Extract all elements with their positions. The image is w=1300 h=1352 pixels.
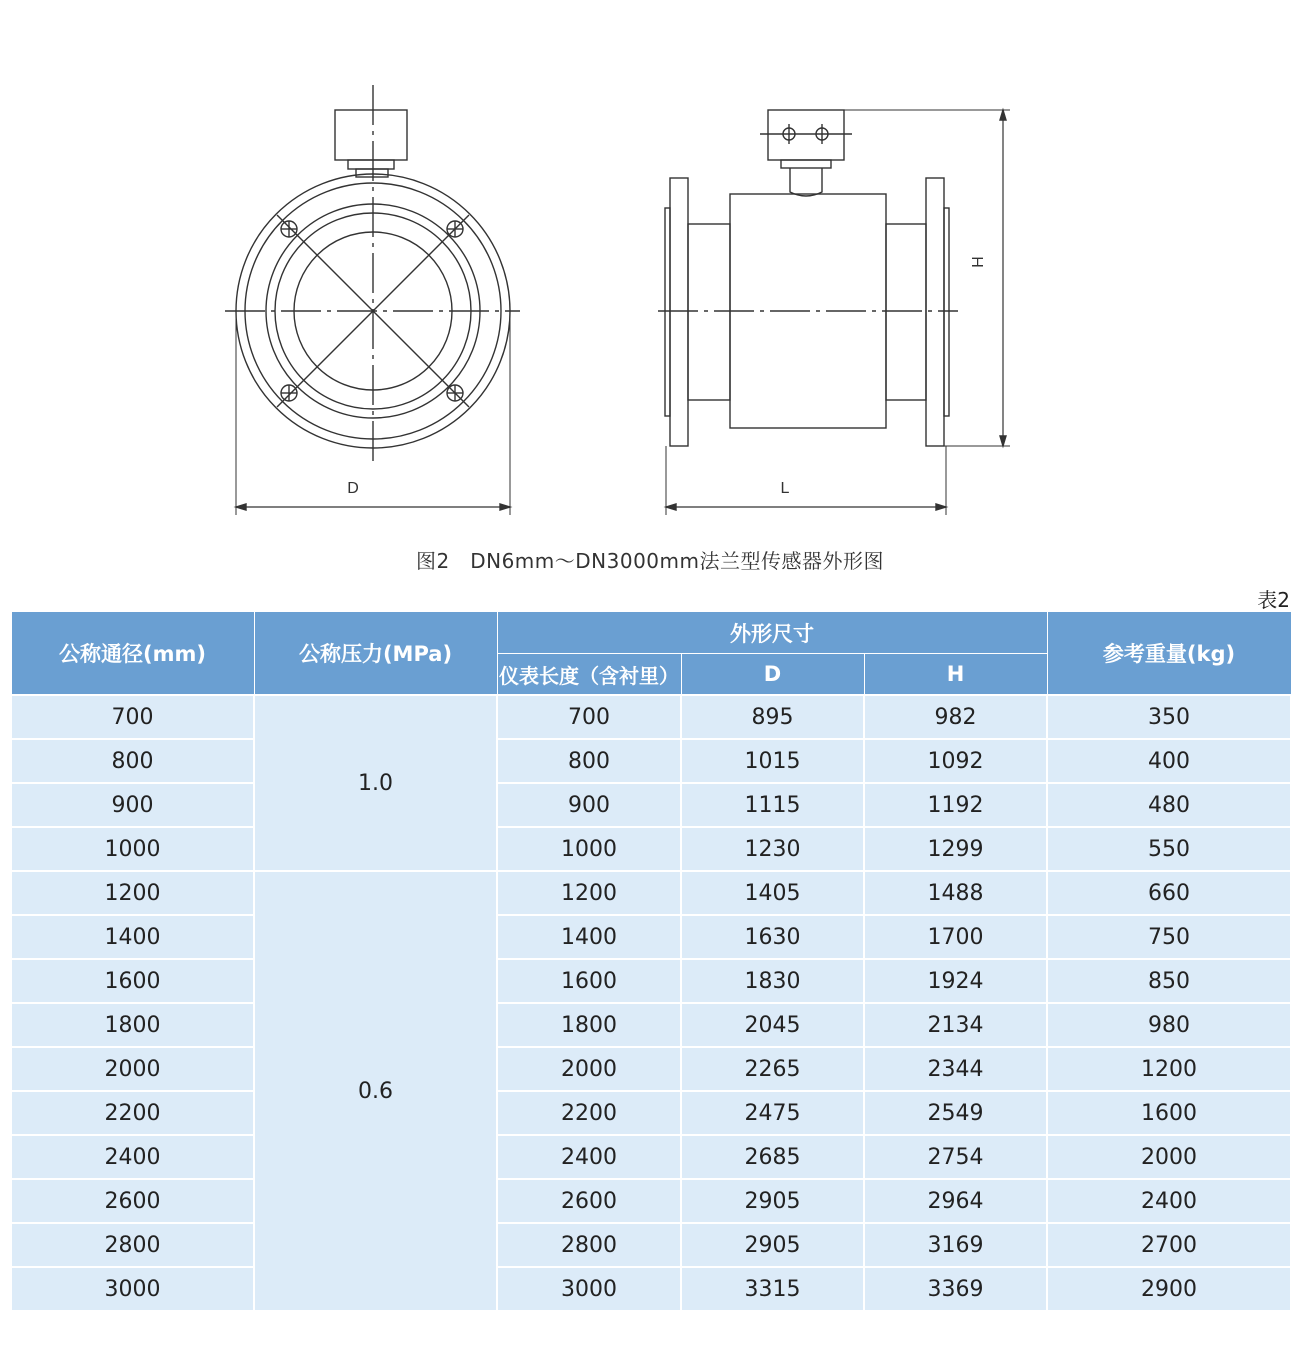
header-d: D xyxy=(681,654,864,696)
cell-reference-weight: 660 xyxy=(1047,871,1291,915)
table-row xyxy=(11,827,1291,871)
cell-h: 2134 xyxy=(864,1003,1047,1047)
cell-d: 2905 xyxy=(681,1179,864,1223)
cell-d: 895 xyxy=(681,695,864,739)
cell-nominal-diameter: 1800 xyxy=(11,1003,254,1047)
cell-nominal-diameter: 2800 xyxy=(11,1223,254,1267)
cell-reference-weight: 2900 xyxy=(1047,1267,1291,1311)
cell-d: 1830 xyxy=(681,959,864,1003)
cell-nominal-diameter: 1200 xyxy=(11,871,254,915)
dimension-label-l: L xyxy=(780,480,790,497)
cell-instrument-length: 2600 xyxy=(497,1179,681,1223)
cell-d: 1015 xyxy=(681,739,864,783)
cell-reference-weight: 750 xyxy=(1047,915,1291,959)
table-row xyxy=(11,1003,1291,1047)
cell-h: 982 xyxy=(864,695,1047,739)
cell-h: 2754 xyxy=(864,1135,1047,1179)
cell-instrument-length: 3000 xyxy=(497,1267,681,1311)
cell-nominal-diameter: 1600 xyxy=(11,959,254,1003)
cell-h: 1924 xyxy=(864,959,1047,1003)
cell-h: 3369 xyxy=(864,1267,1047,1311)
cell-reference-weight: 350 xyxy=(1047,695,1291,739)
cell-d: 1630 xyxy=(681,915,864,959)
cell-h: 2964 xyxy=(864,1179,1047,1223)
cell-instrument-length: 2400 xyxy=(497,1135,681,1179)
cell-instrument-length: 1000 xyxy=(497,827,681,871)
cell-h: 3169 xyxy=(864,1223,1047,1267)
cell-h: 1092 xyxy=(864,739,1047,783)
front-view xyxy=(225,85,520,515)
cell-h: 2344 xyxy=(864,1047,1047,1091)
table-row xyxy=(11,1047,1291,1091)
cell-h: 1700 xyxy=(864,915,1047,959)
cell-nominal-diameter: 3000 xyxy=(11,1267,254,1311)
cell-nominal-diameter: 2600 xyxy=(11,1179,254,1223)
flange-sensor-outline-drawing xyxy=(0,0,1300,540)
cell-reference-weight: 2400 xyxy=(1047,1179,1291,1223)
dimension-label-h: H xyxy=(968,256,985,268)
table-row xyxy=(11,783,1291,827)
cell-d: 2045 xyxy=(681,1003,864,1047)
cell-d: 3315 xyxy=(681,1267,864,1311)
table-row xyxy=(11,1135,1291,1179)
table-tag: 表2 xyxy=(1257,588,1290,612)
header-nominal-pressure: 公称压力(MPa) xyxy=(254,612,497,696)
cell-d: 2475 xyxy=(681,1091,864,1135)
table-row xyxy=(11,1179,1291,1223)
side-view xyxy=(658,110,1010,515)
table-body xyxy=(11,695,1291,1311)
cell-reference-weight: 2000 xyxy=(1047,1135,1291,1179)
cell-instrument-length: 2200 xyxy=(497,1091,681,1135)
cell-d: 1115 xyxy=(681,783,864,827)
cell-nominal-diameter: 2200 xyxy=(11,1091,254,1135)
cell-d: 1230 xyxy=(681,827,864,871)
cell-reference-weight: 400 xyxy=(1047,739,1291,783)
header-reference-weight: 参考重量(kg) xyxy=(1047,612,1291,696)
cell-nominal-diameter: 700 xyxy=(11,695,254,739)
cell-nominal-diameter: 1400 xyxy=(11,915,254,959)
table-row xyxy=(11,1091,1291,1135)
cell-h: 1488 xyxy=(864,871,1047,915)
table-row xyxy=(11,1267,1291,1311)
cell-instrument-length: 800 xyxy=(497,739,681,783)
table-row xyxy=(11,1223,1291,1267)
figure-caption: 图2 DN6mm～DN3000mm法兰型传感器外形图 xyxy=(416,549,884,573)
cell-instrument-length: 1600 xyxy=(497,959,681,1003)
cell-nominal-diameter: 800 xyxy=(11,739,254,783)
cell-instrument-length: 1800 xyxy=(497,1003,681,1047)
cell-reference-weight: 1600 xyxy=(1047,1091,1291,1135)
cell-instrument-length: 900 xyxy=(497,783,681,827)
cell-reference-weight: 480 xyxy=(1047,783,1291,827)
cell-nominal-diameter: 900 xyxy=(11,783,254,827)
header-outline-dimensions: 外形尺寸 xyxy=(497,612,1047,654)
cell-reference-weight: 850 xyxy=(1047,959,1291,1003)
table-row xyxy=(11,959,1291,1003)
header-nominal-diameter: 公称通径(mm) xyxy=(11,612,254,696)
cell-instrument-length: 1400 xyxy=(497,915,681,959)
cell-d: 2905 xyxy=(681,1223,864,1267)
cell-reference-weight: 550 xyxy=(1047,827,1291,871)
table-row xyxy=(11,915,1291,959)
cell-instrument-length: 2800 xyxy=(497,1223,681,1267)
cell-nominal-diameter: 2000 xyxy=(11,1047,254,1091)
table-row xyxy=(11,695,1291,739)
dimension-label-d: D xyxy=(347,480,359,497)
cell-nominal-pressure: 0.6 xyxy=(254,871,497,1311)
cell-instrument-length: 1200 xyxy=(497,871,681,915)
table-row xyxy=(11,871,1291,915)
header-instrument-length: 仪表长度（含衬里） xyxy=(497,654,681,696)
specification-table xyxy=(10,611,1292,1312)
cell-nominal-pressure: 1.0 xyxy=(254,695,497,871)
cell-nominal-diameter: 2400 xyxy=(11,1135,254,1179)
cell-reference-weight: 2700 xyxy=(1047,1223,1291,1267)
cell-h: 1192 xyxy=(864,783,1047,827)
table-row xyxy=(11,739,1291,783)
cell-instrument-length: 700 xyxy=(497,695,681,739)
cell-d: 1405 xyxy=(681,871,864,915)
cell-reference-weight: 980 xyxy=(1047,1003,1291,1047)
header-h: H xyxy=(864,654,1047,696)
cell-d: 2265 xyxy=(681,1047,864,1091)
cell-instrument-length: 2000 xyxy=(497,1047,681,1091)
cell-reference-weight: 1200 xyxy=(1047,1047,1291,1091)
cell-nominal-diameter: 1000 xyxy=(11,827,254,871)
cell-h: 2549 xyxy=(864,1091,1047,1135)
cell-d: 2685 xyxy=(681,1135,864,1179)
cell-h: 1299 xyxy=(864,827,1047,871)
